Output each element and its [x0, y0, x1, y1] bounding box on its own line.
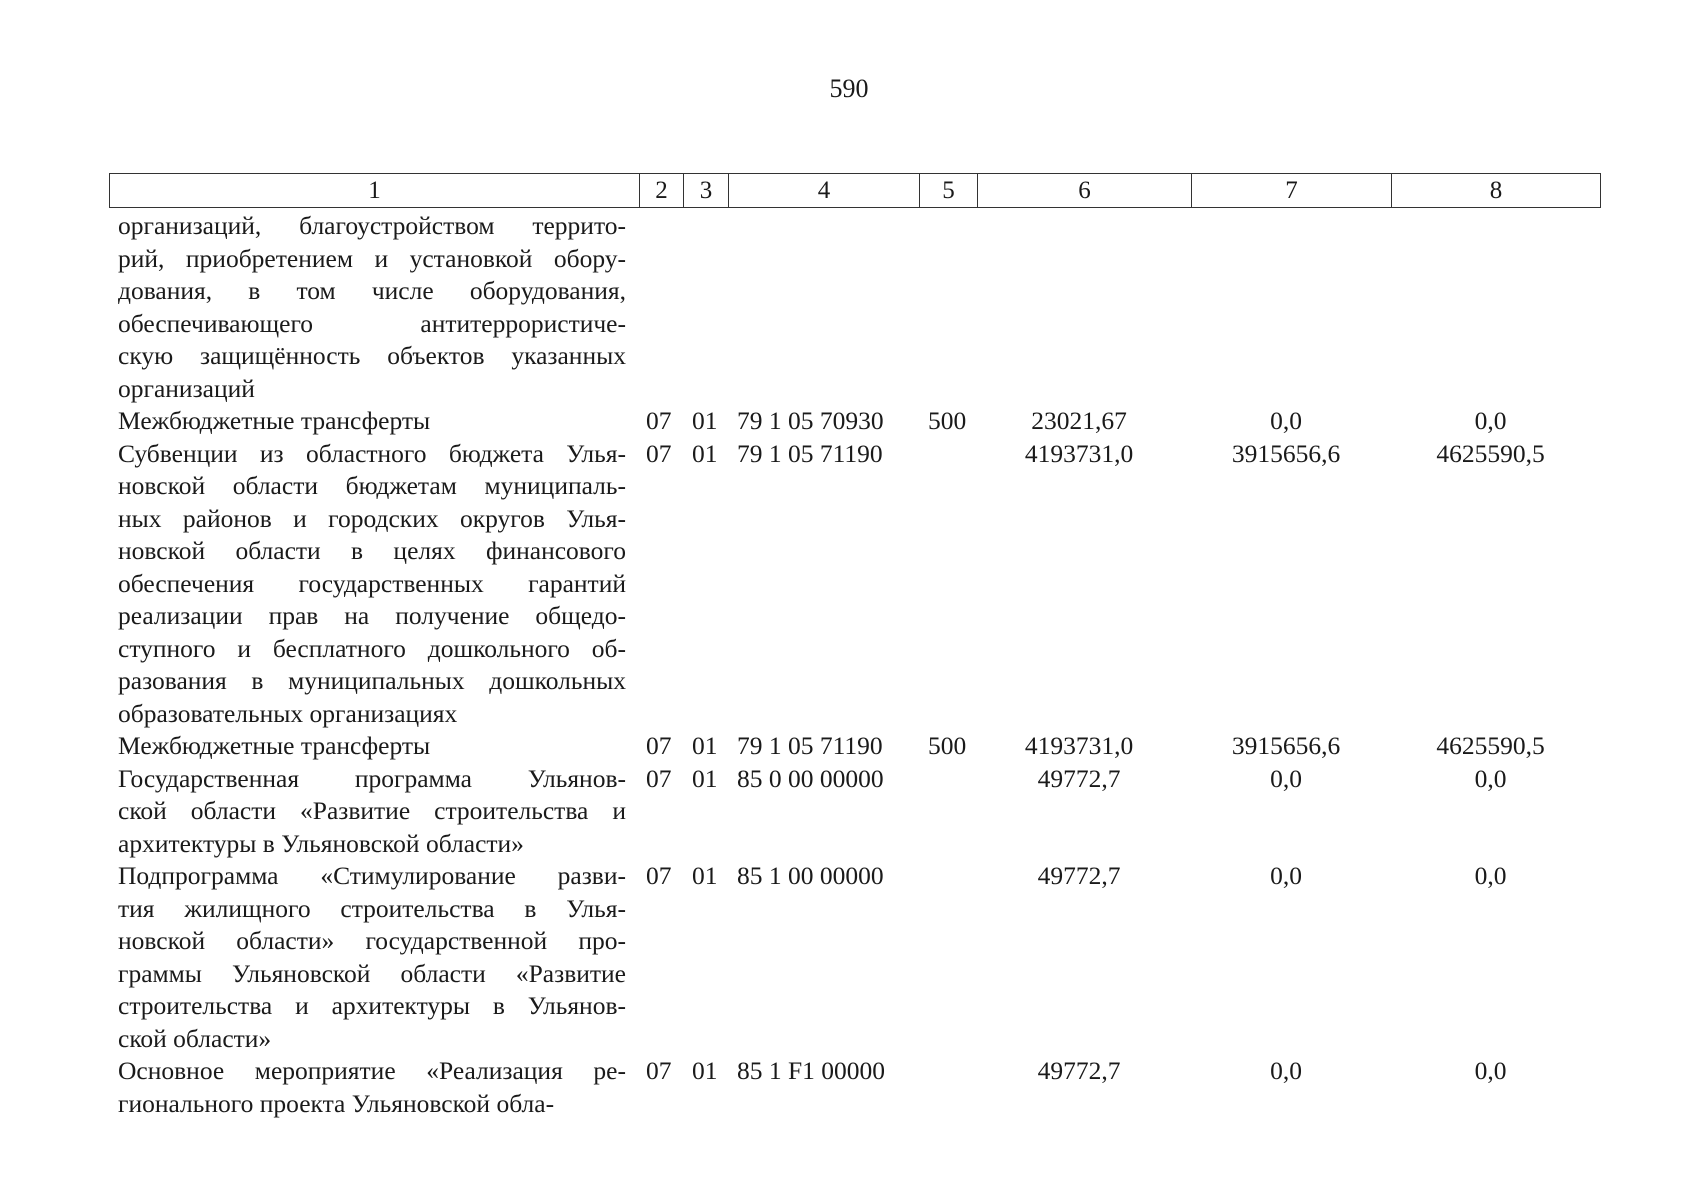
cell-c4: 85 1 F1 00000 [737, 1056, 886, 1085]
description-line: Основное мероприятие «Реализация ре- [118, 1056, 626, 1085]
description-line: ступного и бесплатного дошкольного об- [118, 633, 626, 663]
column-number-header [109, 173, 1601, 208]
description-line: новской области» государственной про- [118, 926, 626, 955]
cell-c2: 07 [646, 731, 672, 760]
cell-c7: 0,0 [1270, 1056, 1302, 1085]
cell-c7: 3915656,6 [1231, 438, 1341, 468]
cell-c5: 500 [928, 731, 967, 760]
cell-c2: 07 [646, 438, 672, 468]
description-line: рий, приобретением и установкой обору- [118, 243, 626, 273]
cell-c6: 23021,67 [1031, 406, 1127, 435]
description-line: образовательных организациях [118, 698, 458, 728]
cell-c2: 07 [646, 861, 672, 890]
cell-c3: 01 [692, 731, 718, 760]
cell-c4: 79 1 05 71190 [737, 438, 883, 468]
description-line: Субвенции из областного бюджета Улья- [118, 438, 626, 468]
description-line: обеспечивающего антитеррористиче- [118, 308, 626, 338]
description-line: строительства и архитектуры в Ульянов- [118, 991, 626, 1020]
description-line: тия жилищного строительства в Улья- [118, 893, 626, 923]
cell-c6: 49772,7 [1037, 1056, 1121, 1085]
header-col-5: 5 [920, 174, 978, 208]
page-number: 590 [829, 74, 869, 103]
cell-c6: 4193731,0 [1024, 438, 1134, 468]
cell-c4: 85 0 00 00000 [737, 763, 884, 793]
cell-c8: 0,0 [1474, 406, 1507, 435]
description-line: скую защищённость объектов указанных [118, 341, 626, 370]
header-col-1: 1 [110, 174, 640, 208]
row-description [118, 763, 626, 861]
cell-c8: 4625590,5 [1436, 731, 1545, 760]
row-description [118, 210, 626, 405]
description-line: обеспечения государственных гарантий [118, 568, 626, 598]
row-description [118, 730, 626, 763]
cell-c8: 0,0 [1474, 763, 1507, 793]
header-col-6: 6 [978, 174, 1192, 208]
description-line: Государственная программа Ульянов- [118, 763, 626, 793]
cell-c4: 79 1 05 70930 [737, 406, 884, 435]
description-line: организаций [118, 373, 255, 403]
cell-c8: 4625590,5 [1436, 438, 1545, 468]
cell-c2: 07 [646, 1056, 672, 1085]
description-line: новской области в целях финансового [118, 536, 626, 565]
header-col-3: 3 [684, 174, 729, 208]
cell-c4: 85 1 00 00000 [737, 861, 884, 890]
cell-c7: 3915656,6 [1231, 731, 1341, 760]
description-line: граммы Ульяновской области «Развитие [118, 958, 626, 988]
description-line: новской области бюджетам муниципаль- [118, 471, 626, 500]
description-line: Подпрограмма «Стимулирование разви- [118, 861, 626, 890]
description-line: ных районов и городских округов Улья- [118, 503, 626, 533]
cell-c2: 07 [646, 763, 672, 793]
description-line: гионального проекта Ульяновской обла- [118, 1088, 555, 1118]
header-col-8: 8 [1392, 174, 1601, 208]
cell-c3: 01 [692, 1056, 718, 1085]
row-description [118, 860, 626, 1055]
description-line: ской области» [118, 1023, 272, 1053]
cell-c7: 0,0 [1270, 406, 1302, 435]
cell-c4: 79 1 05 71190 [737, 731, 883, 760]
cell-c7: 0,0 [1270, 763, 1302, 793]
cell-c2: 07 [646, 406, 672, 435]
cell-c3: 01 [692, 763, 718, 793]
cell-c6: 4193731,0 [1024, 731, 1134, 760]
cell-c8: 0,0 [1474, 1056, 1507, 1085]
header-col-2: 2 [640, 174, 684, 208]
row-description [118, 1055, 626, 1120]
header-col-4: 4 [729, 174, 920, 208]
cell-c6: 49772,7 [1037, 861, 1121, 890]
description-line: дования, в том числе оборудования, [118, 276, 626, 305]
cell-c3: 01 [692, 438, 718, 468]
description-line: разования в муниципальных дошкольных [118, 666, 626, 695]
description-line: реализации прав на получение общедо- [118, 601, 626, 630]
cell-c6: 49772,7 [1037, 763, 1121, 793]
description-line: Межбюджетные трансферты [118, 406, 431, 435]
description-line: архитектуры в Ульяновской области» [118, 828, 524, 858]
cell-c8: 0,0 [1474, 861, 1507, 890]
row-description [118, 405, 626, 438]
cell-c5: 500 [928, 406, 967, 435]
header-col-7: 7 [1192, 174, 1392, 208]
cell-c3: 01 [692, 406, 718, 435]
description-line: ской области «Развитие строительства и [118, 796, 626, 825]
row-description [118, 438, 626, 731]
cell-c3: 01 [692, 861, 718, 890]
description-line: организаций, благоустройством террито- [118, 211, 626, 240]
description-line: Межбюджетные трансферты [118, 731, 431, 760]
cell-c7: 0,0 [1270, 861, 1302, 890]
